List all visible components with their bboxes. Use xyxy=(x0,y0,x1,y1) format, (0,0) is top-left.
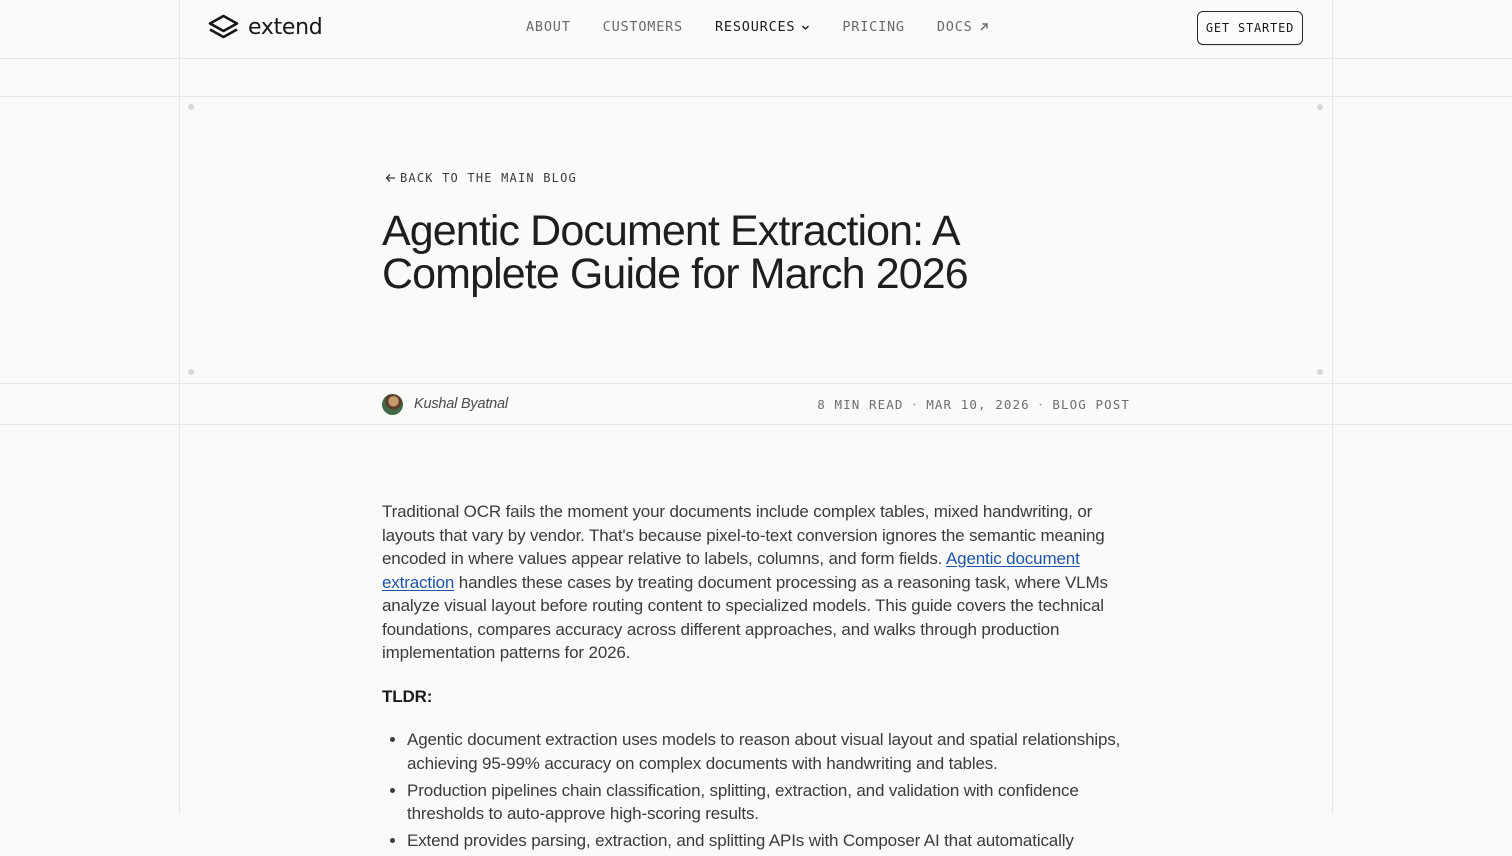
frame-line-hero-top xyxy=(0,96,1512,97)
logo[interactable] xyxy=(208,14,322,40)
nav-item-customers[interactable] xyxy=(603,19,683,35)
frame-line-left xyxy=(179,0,180,814)
intro-paragraph xyxy=(382,500,1134,665)
nav-item-resources[interactable] xyxy=(715,19,810,35)
intro-text-start: Traditional OCR fails the moment your documents include complex tables, mixed handwriting, or layouts that vary by vendor. That's because pixel-to-text conversion ignores the semantic meaning encoded in where values appear relative to labels, columns, and form fields. xyxy=(382,502,1105,568)
chevron-down-icon xyxy=(801,23,810,32)
frame-dot xyxy=(188,104,194,110)
frame-dot xyxy=(1317,369,1323,375)
main-nav xyxy=(526,19,1021,35)
avatar xyxy=(382,394,403,415)
frame-dot xyxy=(188,369,194,375)
nav-item-label: PRICING xyxy=(842,19,905,35)
arrow-left-icon xyxy=(385,173,396,183)
site-header xyxy=(180,0,1332,58)
back-to-blog-link[interactable] xyxy=(385,171,577,185)
list-item: • Agentic document extraction uses models to reason about visual layout and spatial relationships, achieving 95-99% accuracy on complex documents with handwriting and tables. xyxy=(407,728,1134,775)
nav-item-label: RESOURCES xyxy=(715,19,796,35)
separator-dot: · xyxy=(910,396,920,412)
agentic-extraction-link[interactable]: Agentic document extraction xyxy=(382,549,1080,592)
nav-item-label: ABOUT xyxy=(526,19,571,35)
post-meta xyxy=(382,384,1130,424)
frame-line-header xyxy=(0,58,1512,59)
post-info xyxy=(817,397,1130,412)
tldr-heading: TLDR: xyxy=(382,686,433,706)
list-item: • Production pipelines chain classification, splitting, extraction, and validation with confidence thresholds to auto-approve high-scoring results. xyxy=(407,779,1134,826)
nav-item-about[interactable] xyxy=(526,19,571,35)
nav-item-pricing[interactable] xyxy=(842,19,905,35)
nav-item-docs[interactable] xyxy=(937,19,989,35)
extend-logo-icon xyxy=(208,14,239,40)
frame-line-meta-bottom xyxy=(0,424,1512,425)
title-line-1: Agentic Document Extraction: A xyxy=(382,207,960,255)
separator-dot: · xyxy=(1036,396,1046,412)
post-date: MAR 10, 2026 xyxy=(926,396,1030,412)
back-link-label: BACK TO THE MAIN BLOG xyxy=(400,171,577,185)
tldr-list xyxy=(382,728,1134,853)
list-item: • Extend provides parsing, extraction, and splitting APIs with Composer AI that automatically xyxy=(407,829,1134,853)
arrow-up-right-icon xyxy=(979,22,989,32)
get-started-button[interactable]: GET STARTED xyxy=(1197,11,1303,45)
frame-dot xyxy=(1317,104,1323,110)
frame-line-right xyxy=(1332,0,1333,814)
nav-item-label: DOCS xyxy=(936,19,973,35)
post-category: BLOG POST xyxy=(1052,396,1130,412)
read-time: 8 MIN READ xyxy=(817,396,904,412)
page-title xyxy=(382,207,1022,298)
author xyxy=(382,394,508,415)
author-name: Kushal Byatnal xyxy=(414,396,508,412)
article-body xyxy=(382,500,1134,856)
title-line-2: Complete Guide for March 2026 xyxy=(382,250,968,298)
logo-text: extend xyxy=(248,14,323,40)
intro-text-end: handles these cases by treating document processing as a reasoning task, where VLMs analyze visual layout before routing content to specialized models. This guide covers the technical foundations, compares accuracy across different approaches, and walks through production implementation patterns for 2026. xyxy=(382,572,1108,662)
nav-item-label: CUSTOMERS xyxy=(602,19,683,35)
